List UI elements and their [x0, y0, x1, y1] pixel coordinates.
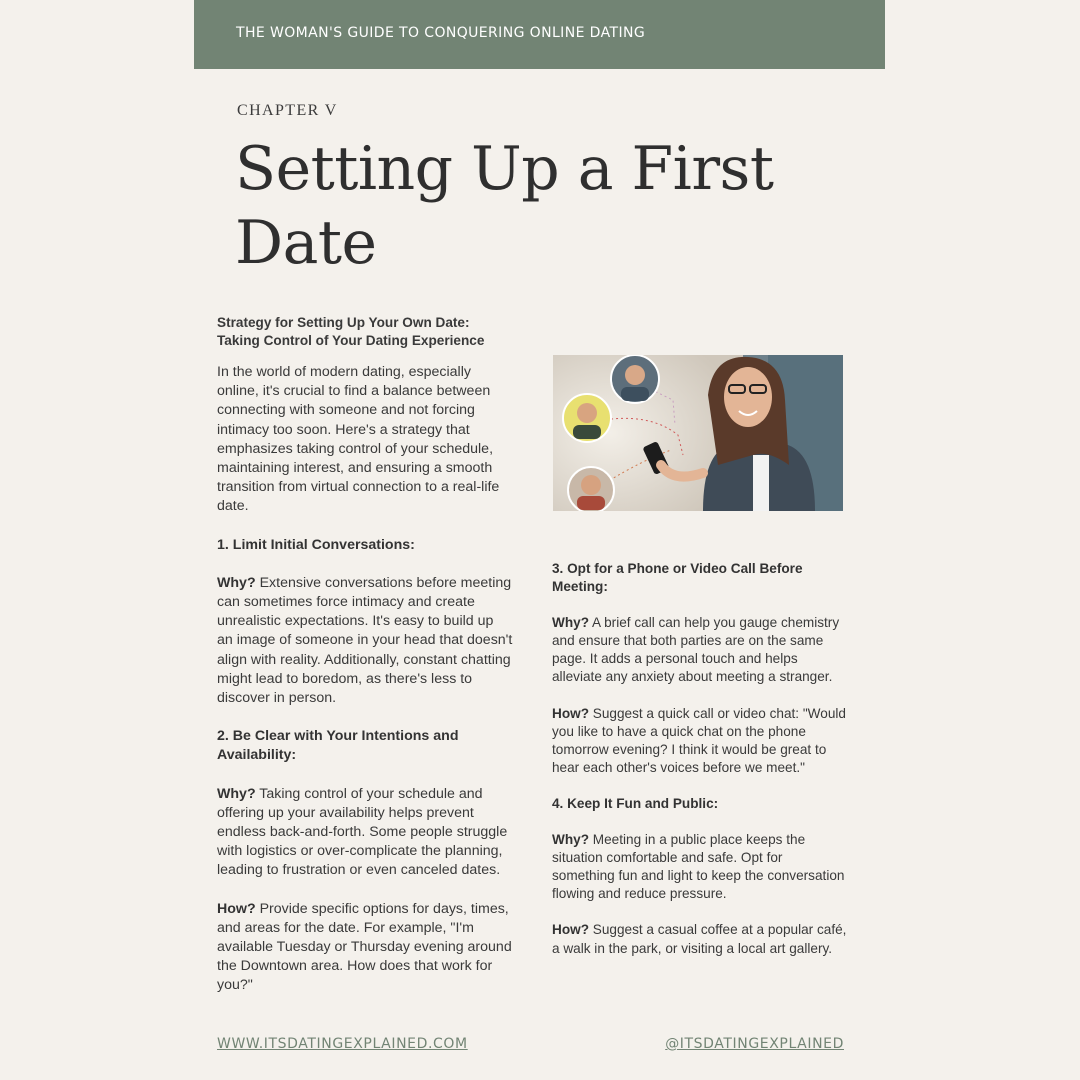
- why-label: Why?: [552, 615, 589, 631]
- section1-heading: 1. Limit Initial Conversations:: [217, 536, 415, 553]
- profile-avatar-top: [611, 355, 659, 403]
- chapter-label: CHAPTER V: [237, 102, 338, 119]
- how-text: Suggest a quick call or video chat: "Would you like to have a quick chat on the phone tomorrow evening? I think it would be great to hear each other's voices before we meet.": [552, 705, 846, 775]
- why-text: Taking control of your schedule and offering up your availability helps prevent endless back-and-forth. Some people struggle with logistics or over-complicate the planning, leading to frustration or even canceled dates.: [217, 785, 508, 879]
- left-column: [217, 314, 513, 996]
- why-label: Why?: [217, 785, 256, 802]
- section2-why: [217, 785, 513, 881]
- section4-heading: 4. Keep It Fun and Public:: [552, 795, 719, 811]
- how-label: How?: [552, 705, 589, 721]
- profile-avatar-bottom: [568, 467, 614, 511]
- strategy-subhead: Strategy for Setting Up Your Own Date: Taking Control of Your Dating Experience: [217, 315, 485, 348]
- section1-why: [217, 574, 513, 708]
- profile-avatar-middle: [563, 394, 611, 442]
- section3-heading: 3. Opt for a Phone or Video Call Before Meeting:: [552, 561, 803, 595]
- header-banner: [194, 0, 885, 69]
- right-column: [552, 560, 848, 958]
- why-text: Meeting in a public place keeps the situation comfortable and safe. Opt for something fun and light to keep the conversation flowing and reduce pressure.: [552, 832, 845, 902]
- how-text: Provide specific options for days, times, and areas for the date. For example, "I'm available Tuesday or Thursday evening around the Downtown area. How does that work for you?": [217, 900, 512, 994]
- why-label: Why?: [217, 574, 256, 591]
- section2-how: [217, 900, 513, 996]
- section3-why: [552, 614, 848, 686]
- page-title: Setting Up a First Date: [235, 134, 774, 278]
- why-text: Extensive conversations before meeting can sometimes force intimacy and create unrealistic expectations. It's easy to build up an image of someone in your head that doesn't align with reality. Additionally, constant chatting might lead to boredom, as there's less to discover in person.: [217, 574, 513, 707]
- how-label: How?: [217, 900, 256, 917]
- how-label: How?: [552, 922, 589, 938]
- banner-title: THE WOMAN'S GUIDE TO CONQUERING ONLINE DATING: [236, 25, 646, 41]
- section4-why: [552, 831, 848, 903]
- photo-illustration: [553, 355, 843, 511]
- how-text: Suggest a casual coffee at a popular café, a walk in the park, or visiting a local art gallery.: [552, 922, 847, 956]
- intro-paragraph: In the world of modern dating, especially online, it's crucial to find a balance between connecting with someone and not forcing intimacy too soon. Here's a strategy that emphasizes taking control of your schedule, maintaining interest, and ensuring a smooth transition from virtual connection to a real-life date.: [217, 364, 500, 515]
- section4-how: [552, 921, 848, 957]
- social-handle-link[interactable]: @ITSDATINGEXPLAINED: [665, 1036, 844, 1052]
- section2-heading: 2. Be Clear with Your Intentions and Availability:: [217, 728, 459, 764]
- section3-how: [552, 705, 848, 777]
- website-link[interactable]: WWW.ITSDATINGEXPLAINED.COM: [217, 1036, 468, 1052]
- dating-app-photo: [553, 355, 843, 511]
- why-label: Why?: [552, 832, 589, 848]
- why-text: A brief call can help you gauge chemistry and ensure that both parties are on the same page. It adds a personal touch and helps alleviate any anxiety about meeting a stranger.: [552, 615, 840, 685]
